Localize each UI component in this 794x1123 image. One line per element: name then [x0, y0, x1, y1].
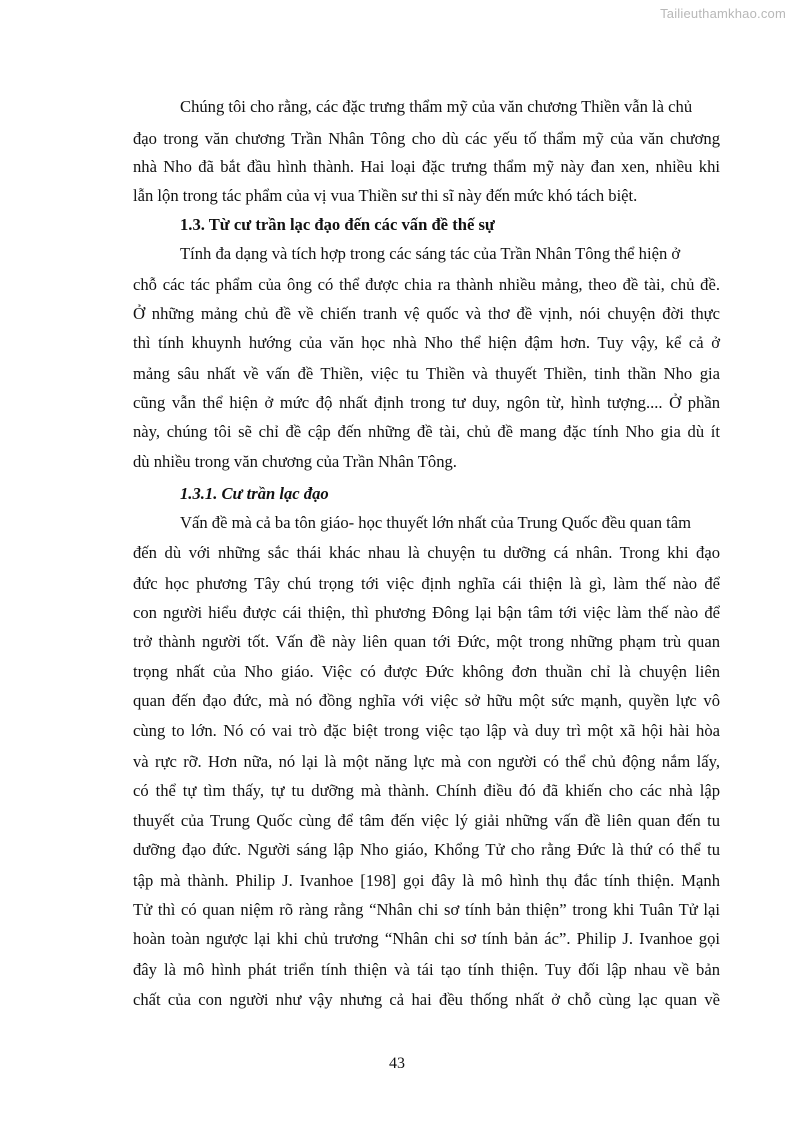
paragraph-line: Tử thì có quan niệm rõ ràng rằng “Nhân chi sơ tính bản thiện” trong khi Tuân Tử lại [133, 900, 720, 919]
paragraph-line: trở thành người tốt. Vấn đề này liên quan tới Đức, một trong những phạm trù quan [133, 632, 720, 651]
paragraph-line: mảng sâu nhất về vấn đề Thiền, việc tu Thiền và thuyết Thiền, tinh thần Nho gia [133, 364, 720, 383]
paragraph-line: Ở những mảng chủ đề về chiến tranh vệ quốc và thơ đề vịnh, nói chuyện đời thực [133, 304, 720, 323]
paragraph-line: hoàn toàn ngược lại khi chủ trương “Nhân chi sơ tính bản ác”. Philip J. Ivanhoe gọi [133, 929, 720, 948]
paragraph-line: và rực rỡ. Hơn nữa, nó lại là một năng lực mà con người có thể chủ động nắm lấy, [133, 752, 720, 771]
paragraph-line: dù nhiều trong văn chương của Trần Nhân Tông. [133, 452, 457, 471]
paragraph-line: đức học phương Tây chú trọng tới việc định nghĩa cái thiện là gì, làm thế nào để [133, 574, 720, 593]
paragraph-line: trọng nhất của Nho giáo. Việc có được Đức không đơn thuần chỉ là chuyện liên [133, 662, 720, 681]
paragraph-line: Chúng tôi cho rằng, các đặc trưng thẩm mỹ của văn chương Thiền vẫn là chủ [180, 97, 693, 116]
paragraph-line: chất của con người như vậy nhưng cả hai đều thống nhất ở chỗ cùng lạc quan về [133, 990, 720, 1009]
paragraph-line: cùng to lớn. Nó có vai trò đặc biệt trong việc tạo lập và duy trì một xã hội hài hòa [133, 721, 720, 740]
paragraph-line: đạo trong văn chương Trần Nhân Tông cho dù các yếu tố thẩm mỹ của văn chương [133, 129, 720, 148]
paragraph-line: dưỡng đạo đức. Người sáng lập Nho giáo, Khổng Tử cho rằng Đức là thứ có thể tu [133, 840, 720, 859]
paragraph-line: thì tính khuynh hướng của văn học nhà Nho thể hiện đậm hơn. Tuy vậy, kể cả ở [133, 333, 720, 352]
paragraph-line: đây là mô hình phát triển tính thiện và tái tạo tính thiện. Tuy đối lập nhau về bản [133, 960, 720, 979]
paragraph-line: cũng vẫn thể hiện ở mức độ nhất định trong tư duy, ngôn từ, hình tượng.... Ở phần [133, 393, 720, 412]
paragraph-line: Vấn đề mà cả ba tôn giáo- học thuyết lớn nhất của Trung Quốc đều quan tâm [180, 513, 692, 532]
paragraph-line: lẫn lộn trong tác phẩm của vị vua Thiền sư thi sĩ này đến mức khó tách biệt. [133, 186, 638, 205]
watermark: Tailieuthamkhao.com [660, 6, 786, 21]
paragraph-line: thuyết của Trung Quốc cùng để tâm đến việc lý giải những vấn đề liên quan đến tu [133, 811, 720, 830]
paragraph-line: tập mà thành. Philip J. Ivanhoe [198] gọi đây là mô hình thụ đắc tính thiện. Mạnh [133, 871, 720, 890]
paragraph-line: chỗ các tác phẩm của ông có thể được chia ra thành nhiều mảng, theo đề tài, chủ đề. [133, 275, 720, 294]
subsection-heading: 1.3.1. Cư trần lạc đạo [180, 484, 329, 503]
paragraph-line: có thể tự tìm thấy, tự tu dưỡng mà thành. Chính điều đó đã khiến cho các nhà lập [133, 781, 720, 800]
paragraph-line: này, chúng tôi sẽ chỉ đề cập đến những đề tài, chủ đề mang đặc tính Nho gia dù ít [133, 422, 720, 441]
section-heading: 1.3. Từ cư trần lạc đạo đến các vấn đề thế sự [180, 215, 495, 234]
page-number: 43 [389, 1055, 405, 1072]
paragraph-line: Tính đa dạng và tích hợp trong các sáng tác của Trần Nhân Tông thể hiện ở [180, 244, 681, 263]
paragraph-line: đến dù với những sắc thái khác nhau là chuyện tu dưỡng cá nhân. Trong khi đạo [133, 543, 720, 562]
paragraph-line: con người hiểu được cái thiện, thì phương Đông lại bận tâm tới việc làm thế nào để [133, 603, 720, 622]
paragraph-line: quan đến đạo đức, mà nó đồng nghĩa với việc sở hữu một sức mạnh, quyền lực vô [133, 691, 720, 710]
paragraph-line: nhà Nho đã bắt đầu hình thành. Hai loại đặc trưng thẩm mỹ này đan xen, nhiều khi [133, 157, 720, 176]
